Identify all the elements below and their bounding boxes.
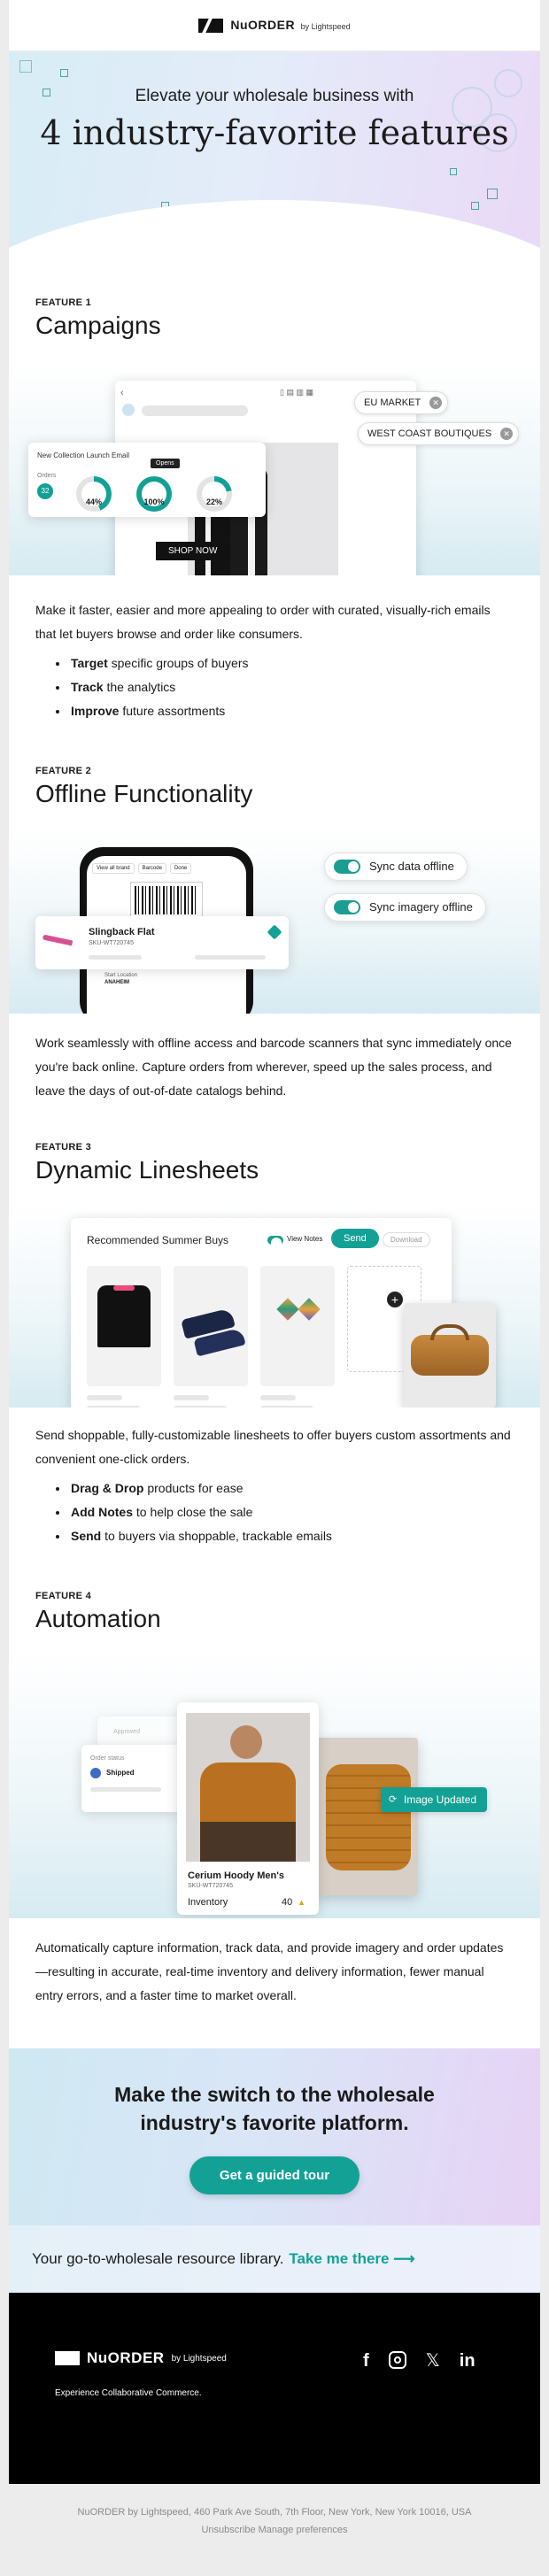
- hero-title: 4 industry-favorite features: [40, 113, 509, 152]
- bullet-item: • Add Notes to help close the sale: [69, 1500, 514, 1524]
- add-icon[interactable]: +: [387, 1292, 403, 1307]
- sync-icon: ⟳: [389, 1794, 398, 1805]
- footer: [9, 2293, 540, 2484]
- close-icon[interactable]: ✕: [429, 397, 442, 409]
- polo-shirt: [97, 1285, 151, 1347]
- tag-pill[interactable]: [354, 391, 448, 414]
- feature-title: Dynamic Linesheets: [35, 1156, 259, 1184]
- stat-donut: [136, 476, 172, 512]
- feature-description: Make it faster, easier and more appealing to order with curated, visually-rich emails that let buyers browse and order like consumers.: [35, 603, 491, 641]
- product-tile[interactable]: [174, 1266, 248, 1386]
- puffer-jacket-image: [326, 1764, 411, 1870]
- phone-tab[interactable]: Done: [170, 863, 191, 874]
- placeholder-bar: [260, 1395, 296, 1400]
- feature-kicker: FEATURE 4: [35, 1591, 92, 1601]
- toggle-switch[interactable]: [334, 900, 360, 914]
- linkedin-icon[interactable]: in: [459, 2351, 476, 2371]
- hero-banner: [9, 51, 540, 248]
- phone-tabs: [92, 863, 191, 874]
- status-value: Shipped: [106, 1769, 135, 1777]
- email-header: [9, 0, 540, 51]
- orders-count: 32: [37, 483, 53, 499]
- feature-3-header: [9, 1142, 540, 1184]
- email-analytics-card: [28, 443, 266, 517]
- brand-by: by Lightspeed: [171, 2353, 227, 2364]
- placeholder-bar: [260, 1406, 313, 1408]
- linesheet-window: [71, 1218, 452, 1408]
- brand-by: by Lightspeed: [300, 21, 351, 31]
- linesheets-illustration: [9, 1206, 540, 1408]
- hoody-jacket: [200, 1762, 296, 1862]
- arrow-right-icon: ⟶: [393, 2250, 415, 2267]
- stat-donut: [76, 476, 112, 512]
- product-name: Slingback Flat: [89, 927, 155, 937]
- hero-curve: [9, 200, 540, 248]
- feature-1-header: [9, 297, 540, 340]
- toggle-label: Sync imagery offline: [369, 900, 473, 914]
- phone-tab[interactable]: View all brand: [92, 863, 135, 874]
- bullet-item: • Improve future assortments: [69, 699, 514, 723]
- resource-library-bar: [9, 2225, 540, 2293]
- product-sku: SKU-WT720745: [89, 940, 134, 946]
- warning-icon: ▲: [298, 1898, 305, 1907]
- resource-text: Your go-to-wholesale resource library.: [32, 2250, 284, 2267]
- toggle-switch[interactable]: [334, 860, 360, 874]
- cta-section: [9, 2048, 540, 2225]
- placeholder-bar: [87, 1395, 122, 1400]
- placeholder-bar: [174, 1406, 227, 1408]
- feature-description: Work seamlessly with offline access and barcode scanners that sync immediately once you're back online. Capture orders from wherever, speed up the sales process, and leave the days of out-of-date catalogs behind.: [35, 1036, 512, 1098]
- decor-square: [450, 168, 457, 175]
- feature-description: Send shoppable, fully-customizable linesheets to offer buyers custom assortments and convenient one-click orders.: [35, 1428, 511, 1466]
- order-status-card: [81, 1745, 181, 1812]
- bullet-item: • Target specific groups of buyers: [69, 652, 514, 675]
- company-address: NuORDER by Lightspeed, 460 Park Ave South, 7th Floor, New York, New York 10016, USA: [77, 2507, 472, 2518]
- automation-illustration: [9, 1649, 540, 1918]
- tag-label: WEST COAST BOUTIQUES: [367, 428, 492, 439]
- phone-meta-value: ANAHEIM: [104, 980, 129, 985]
- social-links: [363, 2351, 476, 2371]
- feature-bullets: [9, 1471, 540, 1548]
- x-icon[interactable]: 𝕏: [425, 2351, 440, 2371]
- bikini-top: [298, 1298, 320, 1320]
- placeholder-bar: [89, 955, 142, 960]
- manage-preferences-link[interactable]: Manage preferences: [258, 2525, 348, 2535]
- approved-card: [97, 1716, 182, 1748]
- facebook-icon[interactable]: f: [363, 2351, 369, 2371]
- inventory-label: Inventory: [188, 1897, 228, 1908]
- image-updated-badge: [381, 1787, 487, 1812]
- feature-title: Offline Functionality: [35, 780, 253, 807]
- nuorder-logo-icon: [55, 2351, 80, 2365]
- phone-tab[interactable]: Barcode: [138, 863, 166, 874]
- bullet-item: • Drag & Drop products for ease: [69, 1477, 514, 1500]
- feature-description: Automatically capture information, track data, and provide imagery and order updates—resulting in accurate, real-time inventory and delivery information, fewer manual entry errors, and a faster time to market overall.: [35, 1940, 504, 2002]
- window-toolbar-icons: ▯ ▤ ▥ ▦: [280, 388, 313, 397]
- inventory-product-card[interactable]: [177, 1702, 319, 1915]
- feature-title: Automation: [35, 1605, 161, 1632]
- placeholder-bar: [195, 955, 266, 960]
- duffel-handle: [430, 1324, 469, 1340]
- inventory-value: 40: [282, 1897, 293, 1908]
- feature-kicker: FEATURE 3: [35, 1142, 92, 1153]
- badge-label: Image Updated: [404, 1793, 477, 1806]
- feature-kicker: FEATURE 2: [35, 766, 92, 776]
- tag-pill[interactable]: [358, 422, 519, 445]
- unsubscribe-link[interactable]: Unsubscribe: [201, 2525, 256, 2535]
- brand-name: NuORDER: [230, 17, 296, 32]
- take-me-there-link[interactable]: Take me there ⟶: [289, 2250, 415, 2267]
- stat-label: 100%: [143, 497, 165, 506]
- phone-meta-label: Start Location: [104, 973, 138, 978]
- truck-icon: [90, 1768, 101, 1778]
- placeholder-bar: [87, 1406, 140, 1408]
- tag-icon: [267, 925, 282, 940]
- decor-square: [487, 189, 498, 199]
- email-container: [9, 0, 540, 2576]
- placeholder-bar: [174, 1395, 209, 1400]
- feature-4-header: [9, 1591, 540, 1633]
- placeholder-bar: [90, 1787, 161, 1792]
- feature-title: Campaigns: [35, 312, 161, 339]
- send-button[interactable]: Send: [331, 1229, 379, 1248]
- product-tile[interactable]: [260, 1266, 335, 1386]
- card-title: New Collection Launch Email: [37, 451, 130, 459]
- footer-brand: [55, 2349, 227, 2367]
- product-name: Cerium Hoody Men's: [188, 1870, 284, 1881]
- avatar: [122, 404, 135, 416]
- feature-2-header: [9, 766, 540, 808]
- bikini-top: [276, 1298, 298, 1320]
- view-notes-toggle[interactable]: [267, 1236, 283, 1245]
- barcode-icon: [131, 883, 202, 918]
- brand-name: NuORDER: [87, 2349, 165, 2366]
- approved-label: Approved: [113, 1729, 140, 1735]
- stat-label: 22%: [205, 497, 222, 506]
- instagram-icon[interactable]: [389, 2351, 406, 2369]
- offline-illustration: [9, 828, 540, 1014]
- updated-image-card: [315, 1738, 418, 1895]
- status-label: Order status: [90, 1755, 125, 1762]
- bullet-item: • Send to buyers via shoppable, trackable emails: [69, 1524, 514, 1548]
- slingback-shoe-icon: [43, 932, 74, 946]
- guided-tour-button[interactable]: Get a guided tour: [189, 2156, 360, 2194]
- campaigns-illustration: [9, 363, 540, 575]
- sync-data-toggle[interactable]: [324, 852, 468, 881]
- brand-lockup: [230, 18, 350, 34]
- hero-subtitle: Elevate your wholesale business with: [135, 87, 414, 105]
- nuorder-logo-icon: [198, 19, 223, 33]
- product-sku: SKU-WT720745: [188, 1883, 233, 1889]
- legal-footer: [9, 2484, 540, 2576]
- tooltip: Opens: [151, 459, 180, 468]
- duffel-bag: [411, 1335, 489, 1376]
- sync-imagery-toggle[interactable]: [324, 893, 486, 922]
- placeholder-bar: [142, 405, 248, 416]
- back-arrow-icon: ‹: [120, 388, 124, 398]
- download-button[interactable]: Download: [383, 1232, 430, 1247]
- dragged-product-card[interactable]: [404, 1303, 496, 1408]
- decor-square: [60, 69, 68, 77]
- toggle-label: Sync data offline: [369, 860, 454, 873]
- view-notes-label: View Notes: [287, 1235, 323, 1243]
- stat-label: 44%: [85, 497, 102, 506]
- footer-tagline: Experience Collaborative Commerce.: [55, 2388, 202, 2398]
- stat-donut: [197, 476, 232, 512]
- tag-label: EU MARKET: [364, 397, 421, 408]
- shop-now-button[interactable]: SHOP NOW: [156, 542, 229, 560]
- polo-collar: [113, 1285, 135, 1291]
- product-tile[interactable]: [87, 1266, 161, 1386]
- model-head: [230, 1725, 262, 1759]
- orders-label: Orders: [37, 473, 57, 479]
- decor-square: [471, 202, 479, 210]
- bullet-item: • Track the analytics: [69, 675, 514, 699]
- decor-square: [19, 60, 32, 73]
- product-image: [186, 1713, 310, 1862]
- close-icon[interactable]: ✕: [500, 428, 513, 440]
- feature-bullets: [9, 646, 540, 723]
- linesheet-title: Recommended Summer Buys: [87, 1234, 229, 1246]
- product-card[interactable]: [35, 916, 289, 969]
- cta-title: Make the switch to the wholesale industry's favorite platform.: [114, 2083, 435, 2134]
- feature-kicker: FEATURE 1: [35, 297, 92, 308]
